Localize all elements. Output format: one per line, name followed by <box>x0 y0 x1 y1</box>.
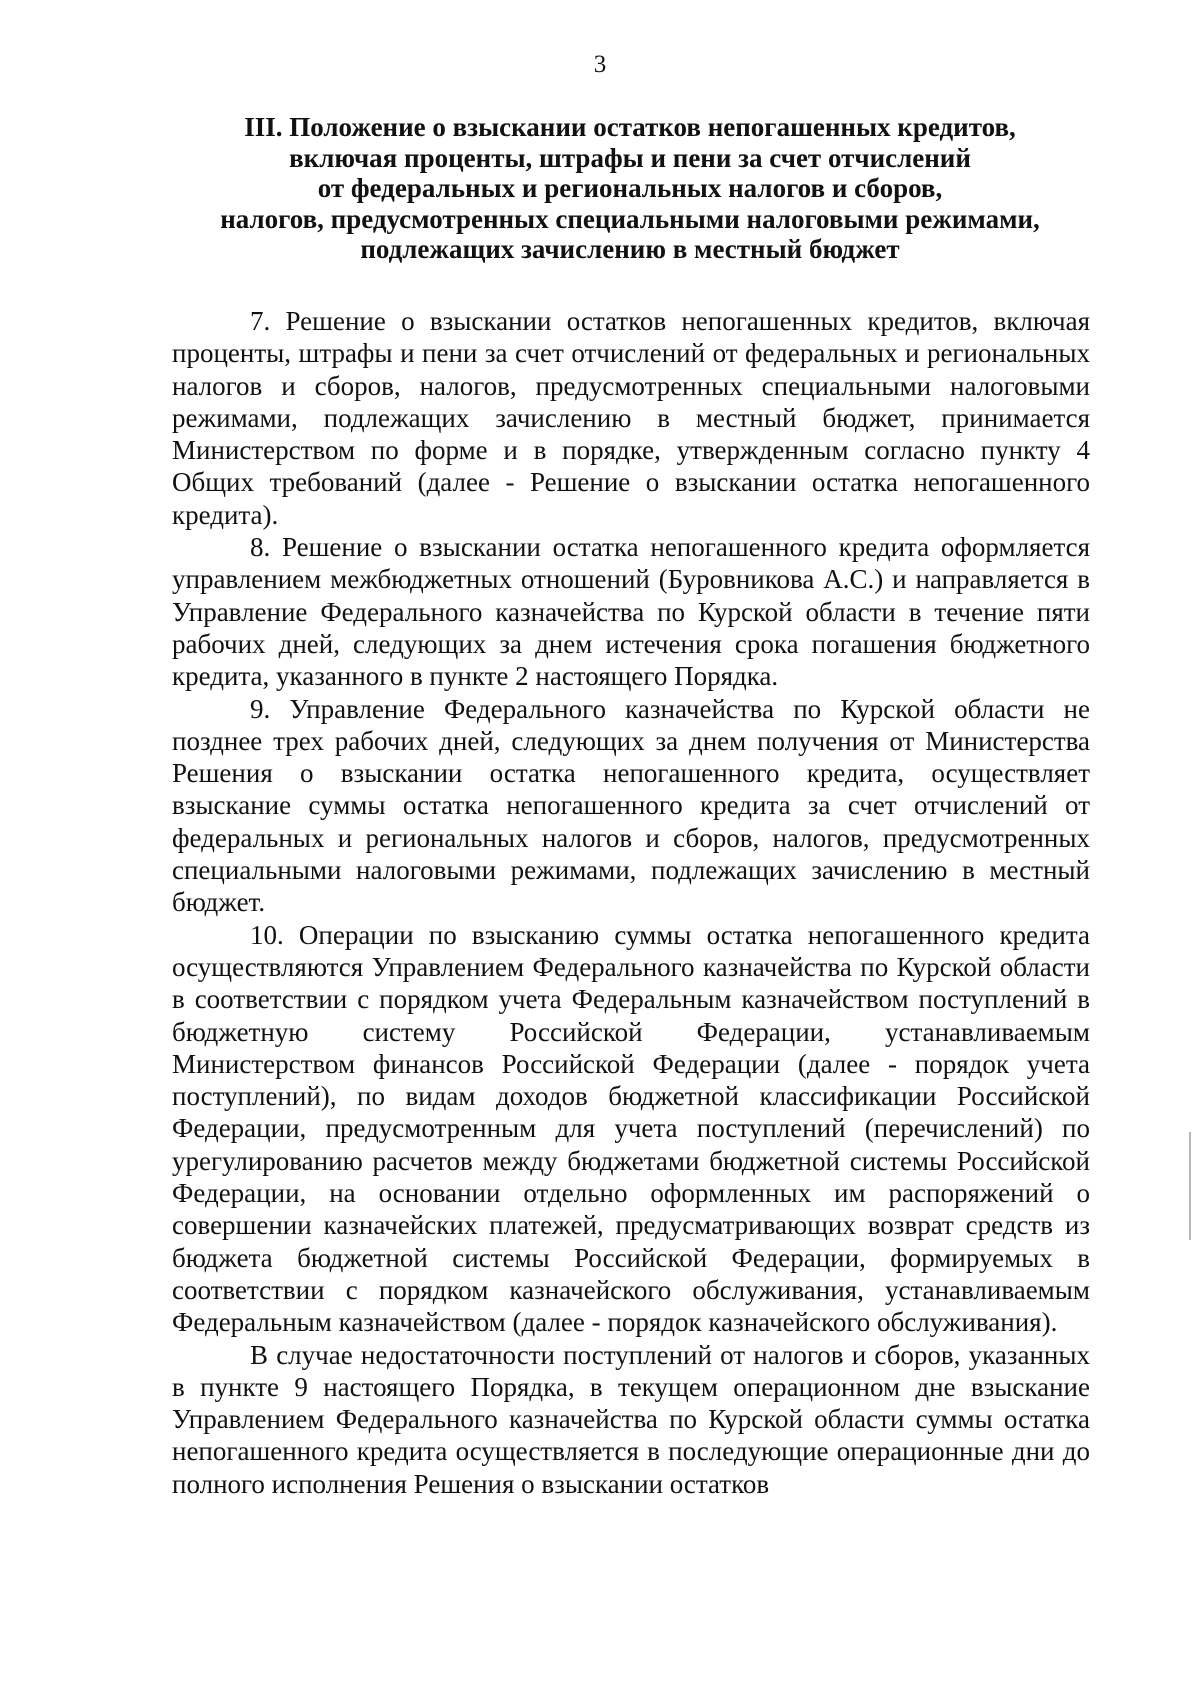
scan-edge-mark <box>1189 1132 1191 1240</box>
paragraph-8: 8. Решение о взыскании остатка непогашенного кредита оформляется управлением межбюджетных отношений (Буровникова А.С.) и направляется в Управление Федерального казначейства по Курской области в течение пяти рабочих дней, следующих за днем истечения срока погашения бюджетного кредита, указанного в пункте 2 настоящего Порядка. <box>172 532 1090 692</box>
paragraph-10: 10. Операции по взысканию суммы остатка непогашенного кредита осуществляются Управлением Федерального казначейства по Курской области в соответствии с порядком учета Федеральным казначейством поступлений в бюджетную систему Российской Федерации, устанавливаемым Министерством финансов Российской Федерации (далее - порядок учета поступлений), по видам доходов бюджетной классификации Российской Федерации, предусмотренным для учета поступлений (перечислений) по урегулированию расчетов между бюджетами бюджетной системы Российской Федерации, на основании отдельно оформленных им распоряжений о совершении казначейских платежей, предусматривающих возврат средств из бюджета бюджетной системы Российской Федерации, формируемых в соответствии с порядком казначейского обслуживания, устанавливаемым Федеральным казначейством (далее - порядок казначейского обслуживания). <box>172 919 1090 1338</box>
paragraph-9: 9. Управление Федерального казначейства по Курской области не позднее трех рабочих дней, следующих за днем получения от Министерства Решения о взыскании остатка непогашенного кредита, осуществляет взыскание суммы остатка непогашенного кредита за счет отчислений от федеральных и региональных налогов и сборов, налогов, предусмотренных специальными налоговыми режимами, подлежащих зачислению в местный бюджет. <box>172 693 1090 918</box>
paragraph-7: 7. Решение о взыскании остатков непогашенных кредитов, включая проценты, штрафы и пени за счет отчислений от федеральных и региональных налогов и сборов, налогов, предусмотренных специальными налоговыми режимами, подлежащих зачислению в местный бюджет, принимается Министерством по форме и в порядке, утвержденным согласно пункту 4 Общих требований (далее - Решение о взыскании остатка непогашенного кредита). <box>172 306 1090 530</box>
body-text <box>172 305 1090 1500</box>
heading-line: подлежащих зачислению в местный бюджет <box>360 234 900 264</box>
heading-line: III. Положение о взыскании остатков непогашенных кредитов, <box>244 112 1016 142</box>
section-heading <box>170 112 1090 265</box>
paragraph-insufficiency: В случае недостаточности поступлений от налогов и сборов, указанных в пункте 9 настоящего Порядка, в текущем операционном дне взыскание Управлением Федерального казначейства по Курской области суммы остатка непогашенного кредита осуществляется в последующие операционные дни до полного исполнения Решения о взыскании остатков <box>172 1339 1090 1499</box>
heading-line: от федеральных и региональных налогов и сборов, <box>317 173 943 203</box>
heading-line: включая проценты, штрафы и пени за счет отчислений <box>289 142 971 173</box>
heading-line: налогов, предусмотренных специальными налоговыми режимами, <box>220 203 1040 234</box>
page-number: 3 <box>593 51 607 78</box>
